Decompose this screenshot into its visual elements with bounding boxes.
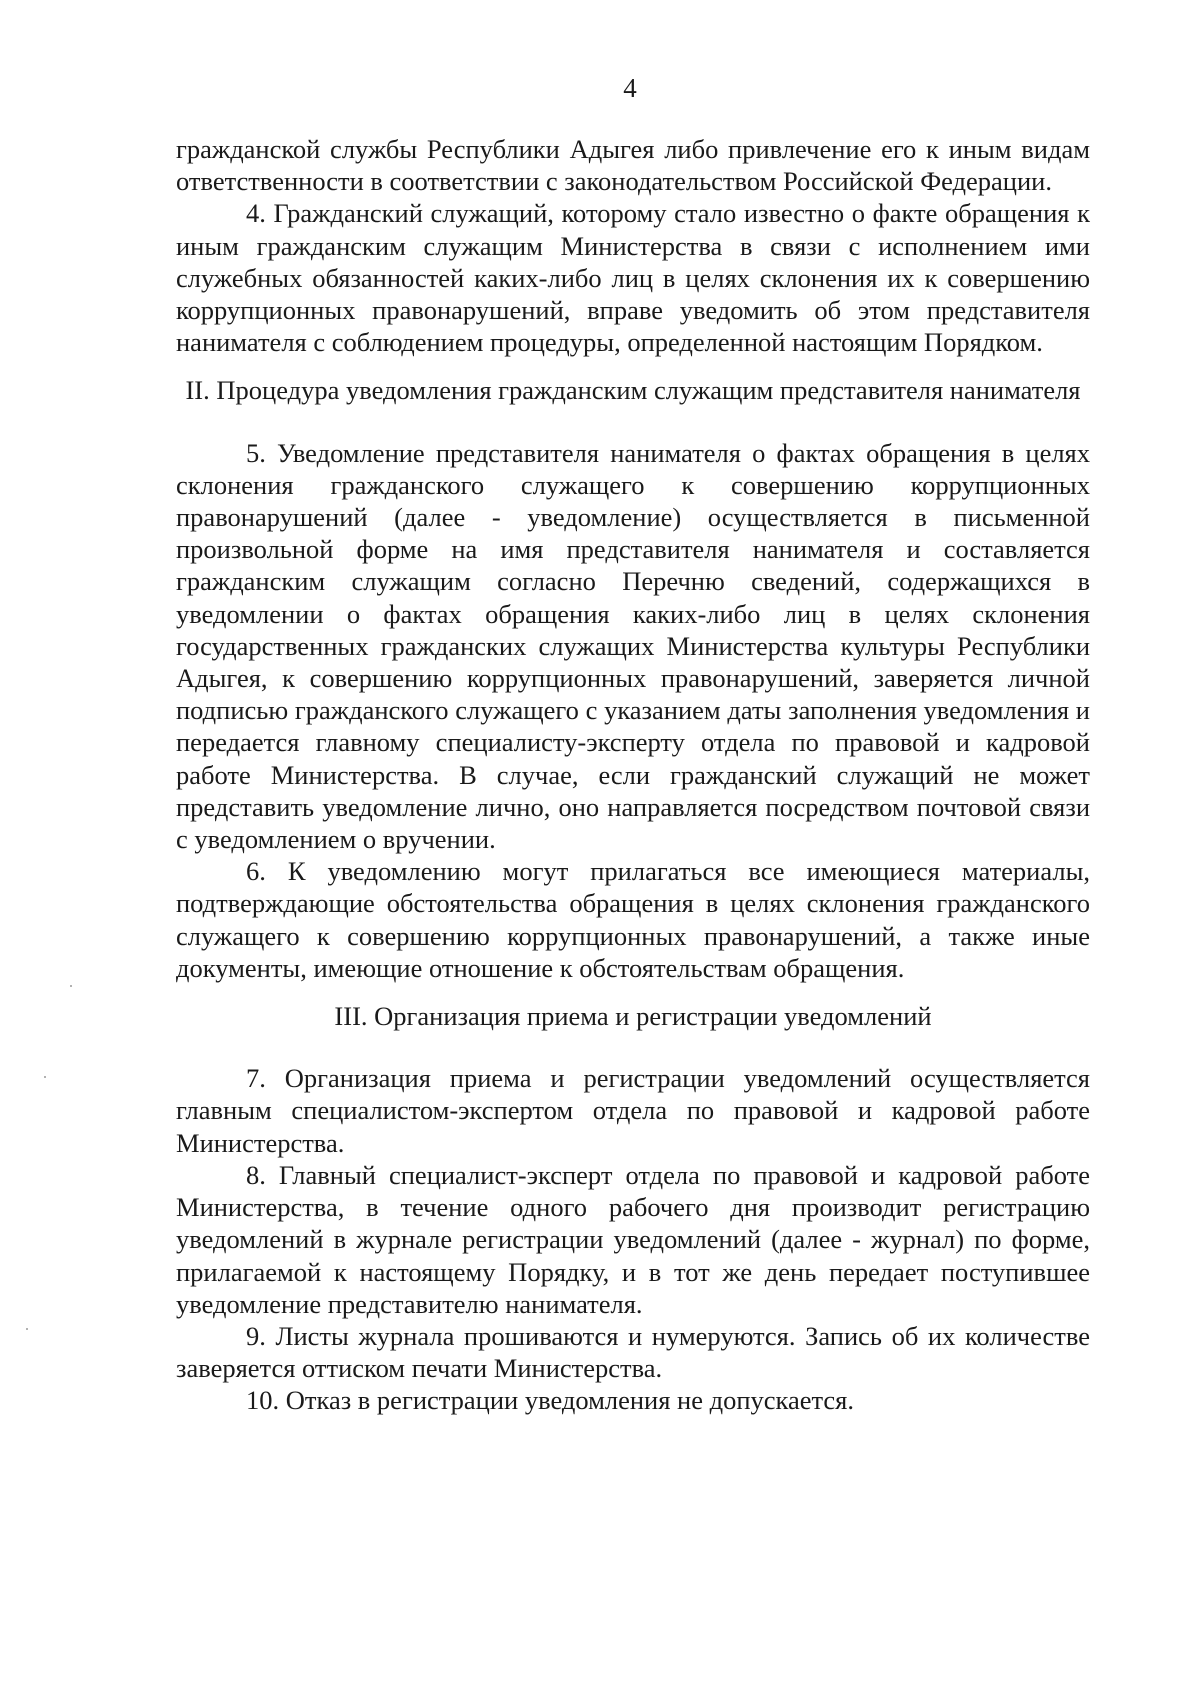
scan-speck: [70, 985, 72, 987]
paragraph-item-8: 8. Главный специалист-эксперт отдела по правовой и кадровой работе Министерства, в течение одного рабочего дня производит регистрацию уведомлений в журнале регистрации уведомлений (далее - журнал) по форме, прилагаемой к настоящему Порядку, и в тот же день передает поступившее уведомление представителю нанимателя.: [176, 1159, 1090, 1319]
section-heading-ii: II. Процедура уведомления гражданским служащим представителя нанимателя: [185, 375, 1081, 406]
document-body: [176, 133, 1090, 1417]
section-heading-iii: III. Организация приема и регистрации уведомлений: [334, 1001, 932, 1032]
page-number: 4: [623, 73, 637, 103]
paragraph-item-5: 5. Уведомление представителя нанимателя о фактах обращения в целях склонения гражданского служащего к совершению коррупционных правонарушений (далее - уведомление) осуществляется в письменной произвольной форме на имя представителя нанимателя и составляется гражданским служащим согласно Перечню сведений, содержащихся в уведомлении о фактах обращения каких-либо лиц в целях склонения государственных гражданских служащих Министерства культуры Республики Адыгея, к совершению коррупционных правонарушений, заверяется личной подписью гражданского служащего с указанием даты заполнения уведомления и передается главному специалисту-эксперту отдела по правовой и кадровой работе Министерства. В случае, если гражданский служащий не может представить уведомление лично, оно направляется посредством почтовой связи с уведомлением о вручении.: [176, 437, 1090, 855]
scan-speck: [26, 1328, 28, 1330]
paragraph-continuation: гражданской службы Республики Адыгея либо привлечение его к иным видам ответственности в соответствии с законодательством Российской Федерации.: [176, 134, 1090, 197]
paragraph-item-6: 6. К уведомлению могут прилагаться все имеющиеся материалы, подтверждающие обстоятельства обращения в целях склонения гражданского служащего к совершению коррупционных правонарушений, а также иные документы, имеющие отношение к обстоятельствам обращения.: [176, 856, 1090, 983]
scan-speck: [44, 1076, 46, 1078]
paragraph-item-4: 4. Гражданский служащий, которому стало известно о факте обращения к иным гражданским служащим Министерства в связи с исполнением ими служебных обязанностей каких-либо лиц в целях склонения их к совершению коррупционных правонарушений, вправе уведомить об этом представителя нанимателя с соблюдением процедуры, определенной настоящим Порядком.: [176, 198, 1090, 358]
paragraph-item-10: 10. Отказ в регистрации уведомления не допускается.: [246, 1385, 854, 1416]
paragraph-item-7: 7. Организация приема и регистрации уведомлений осуществляется главным специалистом-экспертом отдела по правовой и кадровой работе Министерства.: [176, 1063, 1090, 1158]
paragraph-item-9: 9. Листы журнала прошиваются и нумеруются. Запись об их количестве заверяется оттиском печати Министерства.: [176, 1320, 1090, 1384]
